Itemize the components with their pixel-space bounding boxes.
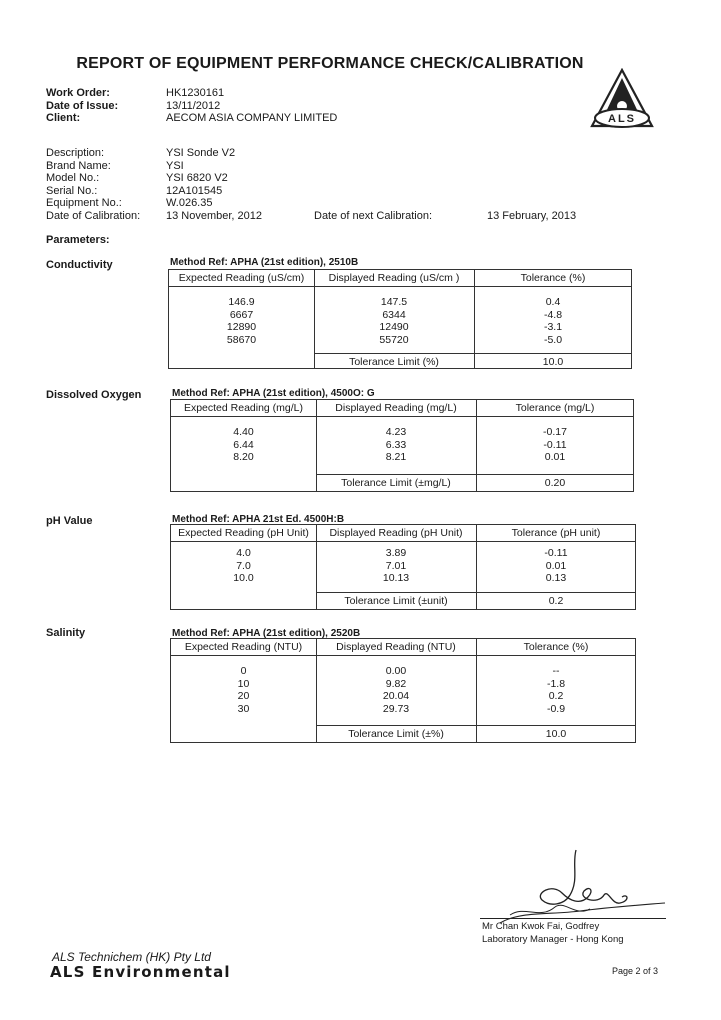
cell-value: 4.0 bbox=[236, 547, 251, 559]
dissolved-oxygen-table bbox=[170, 399, 634, 492]
cell-value: 7.0 bbox=[236, 559, 251, 572]
cell-value: -0.17 bbox=[543, 426, 567, 438]
tolerance-limit-value: 0.20 bbox=[544, 477, 566, 489]
cell-value: 6667 bbox=[229, 308, 254, 321]
cell-value: 8.20 bbox=[233, 451, 254, 463]
cell-value: -4.8 bbox=[543, 308, 563, 321]
model-no-value: YSI 6820 V2 bbox=[166, 172, 228, 184]
dissolved-oxygen-method-ref: Method Ref: APHA (21st edition), 4500O: G bbox=[172, 388, 375, 399]
signatory-title: Laboratory Manager - Hong Kong bbox=[482, 934, 624, 945]
tolerance-limit-rule bbox=[316, 725, 635, 726]
header-displayed: Displayed Reading (NTU) bbox=[336, 641, 456, 653]
header-tolerance: Tolerance (pH unit) bbox=[511, 527, 601, 539]
header-expected: Expected Reading (mg/L) bbox=[183, 402, 304, 414]
salinity-table bbox=[170, 638, 636, 743]
signature-block bbox=[480, 845, 670, 950]
cell-value: 10 bbox=[237, 677, 250, 690]
header-displayed: Displayed Reading (uS/cm ) bbox=[328, 272, 460, 284]
als-triangle-icon bbox=[590, 68, 654, 130]
description-label: Description: bbox=[46, 147, 105, 159]
salinity-method-ref: Method Ref: APHA (21st edition), 2520B bbox=[172, 628, 361, 639]
client-value: AECOM ASIA COMPANY LIMITED bbox=[166, 112, 338, 124]
tolerance-limit-rule bbox=[316, 592, 635, 593]
date-of-calibration-label: Date of Calibration: bbox=[46, 209, 141, 222]
client-label: Client: bbox=[46, 112, 81, 124]
header-displayed: Displayed Reading (mg/L) bbox=[335, 402, 457, 414]
tolerance-limit-label: Tolerance Limit (±mg/L) bbox=[341, 477, 451, 489]
report-title: REPORT OF EQUIPMENT PERFORMANCE CHECK/CALIBRATION bbox=[76, 55, 584, 72]
date-of-issue-label: Date of Issue: bbox=[46, 99, 119, 112]
parameters-label: Parameters: bbox=[46, 234, 110, 246]
handwritten-signature bbox=[480, 845, 670, 925]
ph-value-table bbox=[170, 524, 636, 610]
ph-value-method-ref: Method Ref: APHA 21st Ed. 4500H:B bbox=[172, 514, 345, 525]
cell-value: 0.01 bbox=[545, 559, 567, 572]
tolerance-limit-value: 10.0 bbox=[542, 356, 564, 368]
cell-value: 0.01 bbox=[544, 451, 566, 463]
displayed-values bbox=[316, 426, 476, 464]
cell-value: 58670 bbox=[226, 333, 257, 346]
header-expected: Expected Reading (NTU) bbox=[184, 641, 303, 653]
brand-name-value: YSI bbox=[166, 159, 184, 172]
tolerance-values bbox=[476, 665, 636, 715]
header-displayed: Displayed Reading (pH Unit) bbox=[329, 527, 463, 539]
page-number: Page 2 of 3 bbox=[612, 966, 659, 976]
header-expected: Expected Reading (pH Unit) bbox=[178, 527, 309, 539]
cell-value: 9.82 bbox=[385, 677, 407, 690]
header-tolerance: Tolerance (%) bbox=[523, 641, 589, 653]
header-info bbox=[46, 87, 466, 127]
expected-values bbox=[169, 296, 314, 346]
cell-value: 0.00 bbox=[385, 665, 407, 677]
salinity-section-title: Salinity bbox=[46, 627, 86, 639]
cell-value: 30 bbox=[237, 702, 250, 715]
cell-value: -3.1 bbox=[543, 321, 563, 333]
brand-name-label: Brand Name: bbox=[46, 159, 111, 172]
equipment-info bbox=[46, 147, 606, 225]
cell-value: 8.21 bbox=[385, 451, 407, 463]
next-calibration-label: Date of next Calibration: bbox=[314, 209, 433, 222]
tolerance-limit-value: 10.0 bbox=[545, 728, 567, 740]
header-expected: Expected Reading (uS/cm) bbox=[178, 272, 305, 284]
cell-value: 0 bbox=[240, 665, 247, 677]
expected-values bbox=[171, 665, 316, 715]
conductivity-table bbox=[168, 269, 632, 369]
cell-value: 29.73 bbox=[382, 702, 410, 715]
tolerance-limit-value: 0.2 bbox=[548, 595, 564, 607]
work-order-value: HK1230161 bbox=[166, 87, 225, 99]
cell-value: 12490 bbox=[379, 321, 409, 333]
cell-value: 6.44 bbox=[233, 438, 254, 451]
cell-value: -0.9 bbox=[546, 702, 566, 715]
header-tolerance: Tolerance (%) bbox=[520, 272, 586, 284]
tolerance-limit-rule bbox=[316, 474, 633, 475]
tolerance-values bbox=[474, 296, 632, 346]
signatory-name: Mr Chan Kwok Fai, Godfrey bbox=[482, 921, 600, 932]
tolerance-values bbox=[476, 426, 634, 464]
next-calibration-value: 13 February, 2013 bbox=[487, 209, 577, 222]
serial-no-label: Serial No.: bbox=[46, 184, 98, 197]
cell-value: -- bbox=[552, 665, 560, 677]
cell-value: 146.9 bbox=[228, 296, 255, 308]
cell-value: 6344 bbox=[382, 308, 406, 321]
cell-value: 20.04 bbox=[382, 690, 410, 702]
cell-value: 0.4 bbox=[545, 296, 561, 308]
als-logo bbox=[590, 68, 654, 130]
cell-value: -1.8 bbox=[546, 677, 566, 690]
displayed-values bbox=[316, 547, 476, 585]
cell-value: -0.11 bbox=[543, 438, 567, 451]
tolerance-values bbox=[476, 547, 636, 585]
cell-value: -5.0 bbox=[543, 333, 563, 346]
cell-value: -0.11 bbox=[544, 547, 568, 559]
tolerance-limit-label: Tolerance Limit (±unit) bbox=[344, 595, 448, 607]
cell-value: 4.23 bbox=[385, 426, 407, 438]
displayed-values bbox=[314, 296, 474, 346]
cell-value: 0.2 bbox=[548, 690, 564, 702]
cell-value: 10.13 bbox=[382, 572, 410, 584]
tolerance-limit-label: Tolerance Limit (%) bbox=[349, 356, 439, 368]
model-no-label: Model No.: bbox=[46, 172, 100, 184]
tolerance-limit-rule bbox=[314, 353, 631, 354]
tolerance-limit-label: Tolerance Limit (±%) bbox=[348, 728, 444, 740]
expected-values bbox=[171, 426, 316, 464]
work-order-label: Work Order: bbox=[46, 87, 110, 99]
ph-value-section-title: pH Value bbox=[46, 515, 93, 527]
dissolved-oxygen-section-title: Dissolved Oxygen bbox=[46, 389, 142, 401]
displayed-values bbox=[316, 665, 476, 715]
footer-company-name: ALS Technichem (HK) Pty Ltd bbox=[52, 950, 211, 964]
signature-line bbox=[480, 918, 666, 919]
date-of-calibration-value: 13 November, 2012 bbox=[166, 209, 263, 222]
date-of-issue-value: 13/11/2012 bbox=[166, 99, 221, 112]
equipment-no-value: W.026.35 bbox=[166, 197, 213, 209]
cell-value: 3.89 bbox=[385, 547, 407, 559]
cell-value: 4.40 bbox=[233, 426, 254, 438]
cell-value: 7.01 bbox=[385, 559, 407, 572]
cell-value: 147.5 bbox=[380, 296, 408, 308]
header-tolerance: Tolerance (mg/L) bbox=[515, 402, 595, 414]
cell-value: 12890 bbox=[226, 321, 257, 333]
serial-no-value: 12A101545 bbox=[166, 184, 223, 197]
cell-value: 0.13 bbox=[545, 572, 567, 584]
cell-value: 10.0 bbox=[233, 572, 254, 584]
conductivity-section-title: Conductivity bbox=[46, 259, 113, 271]
footer-brand: ALS Environmental bbox=[50, 963, 231, 981]
conductivity-method-ref: Method Ref: APHA (21st edition), 2510B bbox=[170, 257, 359, 268]
cell-value: 20 bbox=[237, 690, 250, 702]
cell-value: 55720 bbox=[379, 333, 409, 346]
equipment-no-label: Equipment No.: bbox=[46, 197, 122, 209]
expected-values bbox=[171, 547, 316, 585]
logo-text: ALS bbox=[608, 113, 636, 125]
cell-value: 6.33 bbox=[385, 438, 407, 451]
description-value: YSI Sonde V2 bbox=[166, 147, 236, 159]
